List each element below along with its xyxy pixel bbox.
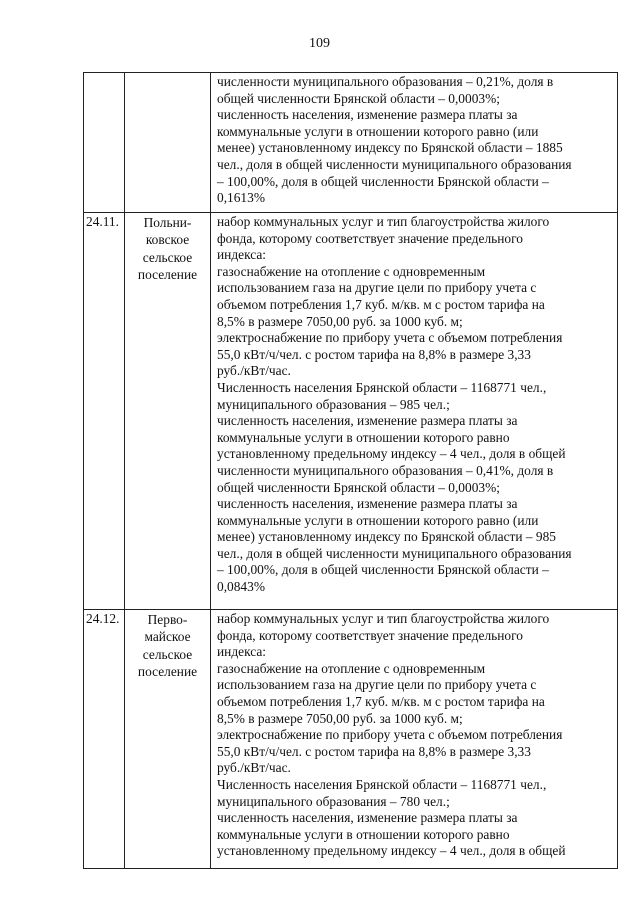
- description-line: коммунальные услуги в отношении которого равно: [217, 826, 510, 842]
- description-cell: [211, 213, 618, 610]
- municipality-name: [125, 73, 210, 74]
- description-line: набор коммунальных услуг и тип благоустройства жилого: [217, 611, 550, 626]
- description-line: электроснабжение по прибору учета с объемом потребления: [217, 727, 563, 743]
- description-line: набор коммунальных услуг и тип благоустройства жилого: [217, 214, 550, 229]
- row-number: [84, 73, 124, 74]
- municipality-name-line: сельское: [142, 249, 193, 265]
- description-line: чел., доля в общей численности муниципального образования: [217, 156, 572, 172]
- row-number-cell: [84, 213, 125, 610]
- description-line: общей численности Брянской области – 0,0003%;: [217, 90, 500, 106]
- description-line: электроснабжение по прибору учета с объемом потребления: [217, 330, 563, 346]
- row-number: 24.12.: [86, 611, 120, 626]
- description-line: коммунальные услуги в отношении которого равно (или: [217, 512, 539, 528]
- municipality-cell: [125, 73, 211, 213]
- description-line: менее) установленному индексу по Брянской области – 1885: [217, 140, 563, 156]
- description-cell: [211, 73, 618, 213]
- page-number: 109: [309, 36, 330, 51]
- description-line: руб./кВт/час.: [217, 363, 291, 379]
- description-line: численность населения, изменение размера платы за: [217, 107, 518, 123]
- description-line: использованием газа на другие цели по прибору учета с: [217, 280, 537, 296]
- description-line: газоснабжение на отопление с одновременным: [217, 263, 486, 279]
- data-table: [83, 72, 618, 869]
- description-line: 55,0 кВт/ч/чел. с ростом тарифа на 8,8% в размере 3,33: [217, 743, 531, 759]
- table-row: [84, 610, 618, 869]
- row-number: 24.11.: [86, 214, 119, 229]
- municipality-name-line: поселение: [137, 266, 198, 282]
- description-line: объемом потребления 1,7 куб. м/кв. м с ростом тарифа на: [217, 693, 545, 709]
- row-number-cell: [84, 610, 125, 869]
- description-line: газоснабжение на отопление с одновременным: [217, 660, 486, 676]
- table-row: [84, 213, 618, 610]
- municipality-name: [125, 213, 210, 283]
- description-line: коммунальные услуги в отношении которого равно (или: [217, 123, 539, 139]
- table-row: [84, 73, 618, 213]
- description-line: 55,0 кВт/ч/чел. с ростом тарифа на 8,8% в размере 3,33: [217, 346, 531, 362]
- description-line: численность населения, изменение размера платы за: [217, 413, 518, 429]
- description-line: численности муниципального образования – 0,41%, доля в: [217, 462, 554, 478]
- description-line: 0,1613%: [217, 190, 265, 206]
- description-line: 0,0843%: [217, 579, 265, 595]
- municipality-name-line: майское: [144, 629, 191, 645]
- description-cell: [211, 610, 618, 869]
- description-text: [211, 213, 617, 598]
- description-line: численности муниципального образования – 0,21%, доля в: [217, 74, 554, 89]
- description-line: индекса:: [217, 247, 267, 263]
- description-line: менее) установленному индексу по Брянской области – 985: [217, 529, 557, 545]
- description-line: – 100,00%, доля в общей численности Брянской области –: [217, 562, 549, 578]
- description-line: муниципального образования – 985 чел.;: [217, 396, 450, 412]
- description-line: руб./кВт/час.: [217, 760, 291, 776]
- description-text: [211, 610, 617, 862]
- description-line: Численность населения Брянской области – 1168771 чел.,: [217, 379, 547, 395]
- description-line: коммунальные услуги в отношении которого равно: [217, 429, 510, 445]
- description-line: объемом потребления 1,7 куб. м/кв. м с ростом тарифа на: [217, 296, 545, 312]
- description-line: – 100,00%, доля в общей численности Брянской области –: [217, 173, 549, 189]
- description-line: установленному предельному индексу – 4 чел., доля в общей: [217, 446, 566, 462]
- description-text: [211, 73, 617, 209]
- municipality-cell: [125, 610, 211, 869]
- municipality-name: [125, 610, 210, 680]
- description-line: Численность населения Брянской области – 1168771 чел.,: [217, 776, 547, 792]
- municipality-cell: [125, 213, 211, 610]
- description-line: муниципального образования – 780 чел.;: [217, 793, 450, 809]
- description-line: индекса:: [217, 644, 267, 660]
- description-line: фонда, которому соответствует значение предельного: [217, 230, 523, 246]
- description-line: 8,5% в размере 7050,00 руб. за 1000 куб. м;: [217, 313, 463, 329]
- description-line: использованием газа на другие цели по прибору учета с: [217, 677, 537, 693]
- description-line: установленному предельному индексу – 4 чел., доля в общей: [217, 843, 566, 859]
- municipality-name-line: ковское: [145, 232, 190, 248]
- municipality-name-line: Перво-: [147, 612, 188, 627]
- municipality-name-line: Польни-: [143, 215, 192, 230]
- description-line: 8,5% в размере 7050,00 руб. за 1000 куб. м;: [217, 710, 463, 726]
- description-line: численность населения, изменение размера платы за: [217, 496, 518, 512]
- description-line: численность населения, изменение размера платы за: [217, 810, 518, 826]
- municipality-name-line: сельское: [142, 646, 193, 662]
- description-line: чел., доля в общей численности муниципального образования: [217, 545, 572, 561]
- row-number-cell: [84, 73, 125, 213]
- description-line: общей численности Брянской области – 0,0003%;: [217, 479, 500, 495]
- municipality-name-line: поселение: [137, 663, 198, 679]
- description-line: фонда, которому соответствует значение предельного: [217, 627, 523, 643]
